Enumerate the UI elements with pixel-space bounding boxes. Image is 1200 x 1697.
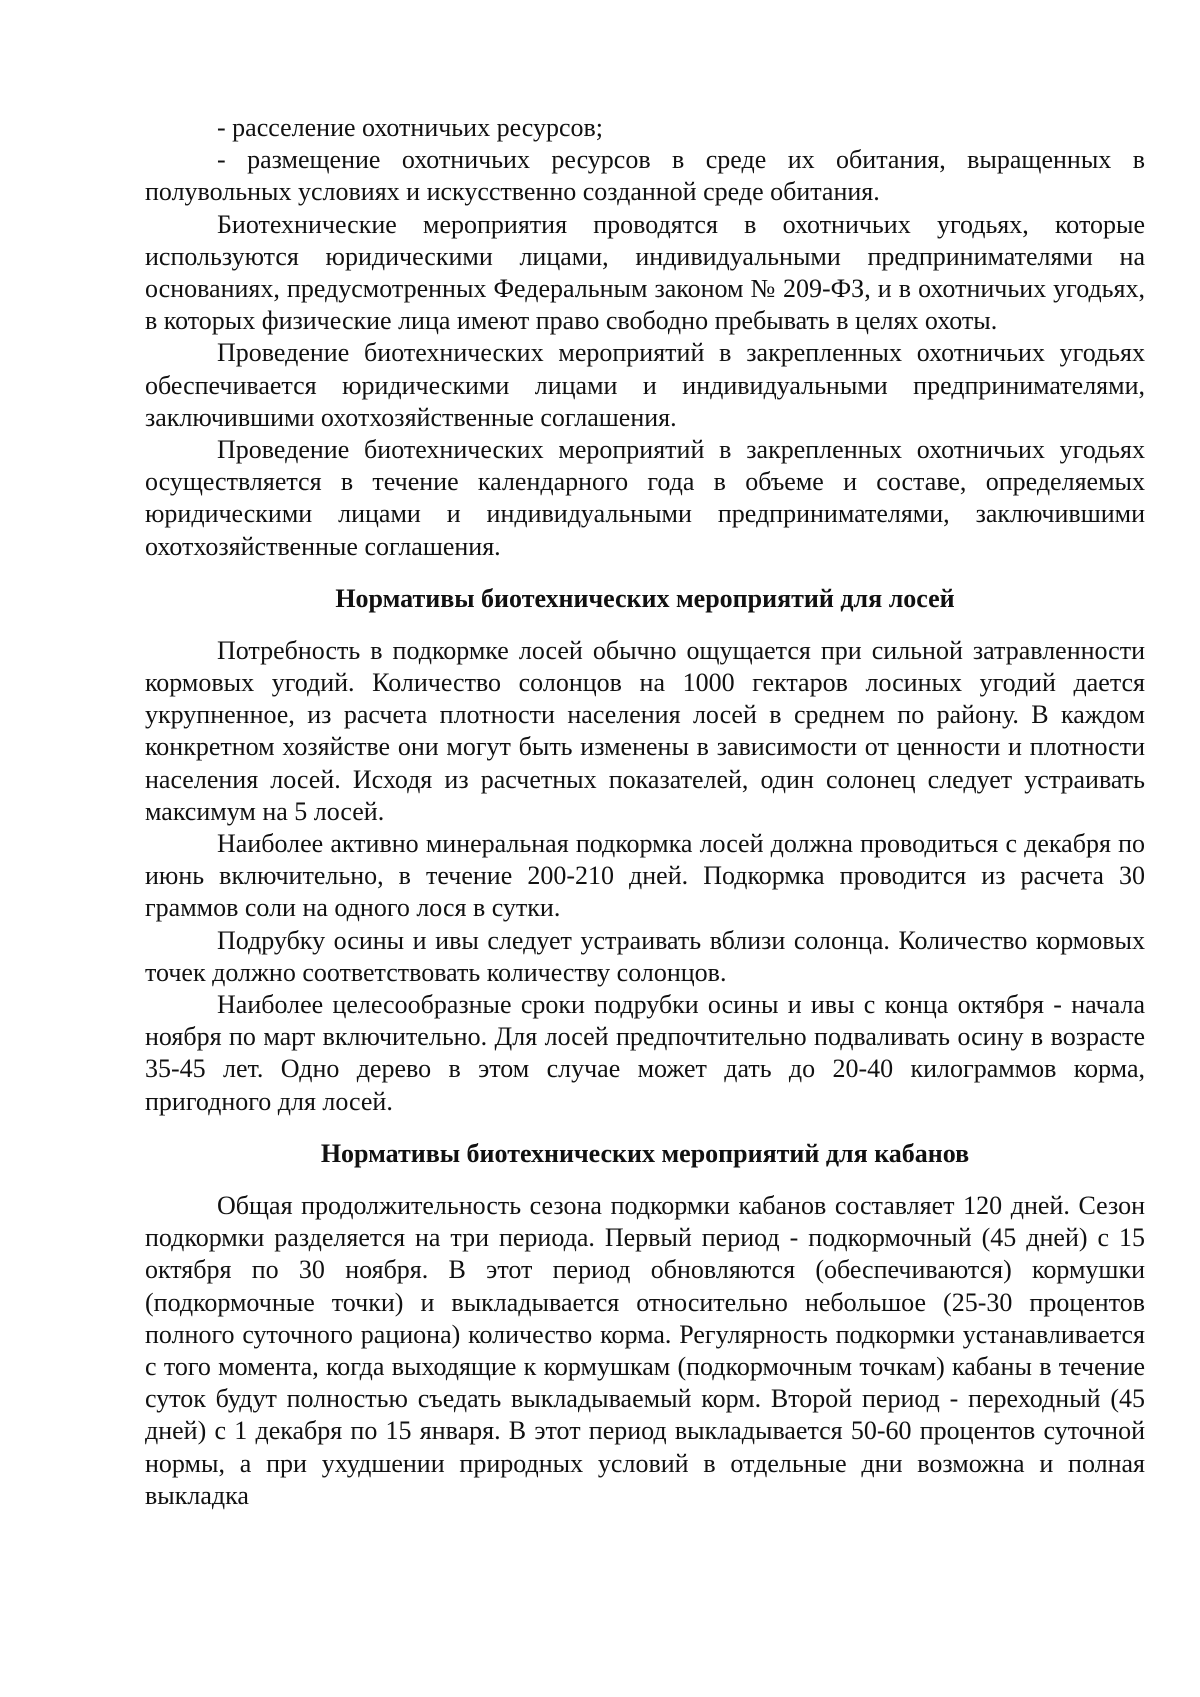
paragraph-boar-season: Общая продолжительность сезона подкормки кабанов составляет 120 дней. Сезон подкормки разделяется на три периода. Первый период - подкормочный (45 дней) с 15 октября по 30 ноября. В этот период обновляются (обеспечиваются) кормушки (подкормочные точки) и выкладывается относительно небольшое (25-30 процентов полного суточного рациона) количество корма. Регулярность подкормки устанавливается с того момента, когда выходящие к кормушкам (подкормочным точкам) кабаны в течение суток будут полностью съедать выкладываемый корм. Второй период - переходный (45 дней) с 1 декабря по 15 января. В этот период выкладывается 50-60 процентов суточной нормы, а при ухудшении природных условий в отдельные дни возможна и полная выкладка <box>145 1190 1145 1510</box>
paragraph-biotech-measures: Биотехнические мероприятия проводятся в охотничьих угодьях, которые используются юридическими лицами, индивидуальными предпринимателями на основаниях, предусмотренных Федеральным законом № 209-ФЗ, и в охотничьих угодьях, в которых физические лица имеют право свободно пребывать в целях охоты. <box>145 209 1145 336</box>
section-heading-moose: Нормативы биотехнических мероприятий для лосей <box>335 583 955 613</box>
paragraph-conduct-calendar: Проведение биотехнических мероприятий в закрепленных охотничьих угодьях осуществляется в течение календарного года в объеме и составе, определяемых юридическими лицами и индивидуальными предпринимателями, заключившими охотхозяйственные соглашения. <box>145 435 1145 561</box>
spacer <box>145 563 1145 583</box>
spacer <box>145 1170 1145 1190</box>
spacer <box>145 615 1145 635</box>
list-item-resettlement: - расселение охотничьих ресурсов; <box>217 113 604 142</box>
paragraph-moose-need: Потребность в подкормке лосей обычно ощущается при сильной затравленности кормовых угодий. Количество солонцов на 1000 гектаров лосиных угодий дается укрупненное, из расчета плотности населения лосей в среднем по району. В каждом конкретном хозяйстве они могут быть изменены в зависимости от ценности и плотности населения лосей. Исходя из расчетных показателей, один солонец следует устраивать максимум на 5 лосей. <box>145 635 1145 826</box>
paragraph-moose-mineral: Наиболее активно минеральная подкормка лосей должна проводиться с декабря по июнь включительно, в течение 200-210 дней. Подкормка проводится из расчета 30 граммов соли на одного лося в сутки. <box>145 829 1145 923</box>
list-item-placement: - размещение охотничьих ресурсов в среде их обитания, выращенных в полувольных условиях и искусственно созданной среде обитания. <box>145 145 1145 207</box>
paragraph-moose-felling: Подрубку осины и ивы следует устраивать вблизи солонца. Количество кормовых точек должно соответствовать количеству солонцов. <box>145 925 1145 987</box>
section-heading-boar: Нормативы биотехнических мероприятий для кабанов <box>320 1138 970 1168</box>
spacer <box>145 1118 1145 1138</box>
paragraph-conduct-provided: Проведение биотехнических мероприятий в закрепленных охотничьих угодьях обеспечивается юридическими лицами и индивидуальными предпринимателями, заключившими охотхозяйственные соглашения. <box>145 338 1145 432</box>
document-page <box>145 112 1145 1512</box>
paragraph-moose-timing: Наиболее целесообразные сроки подрубки осины и ивы с конца октября - начала ноября по март включительно. Для лосей предпочтительно подваливать осину в возрасте 35-45 лет. Одно дерево в этом случае может дать до 20-40 килограммов корма, пригодного для лосей. <box>145 990 1145 1116</box>
